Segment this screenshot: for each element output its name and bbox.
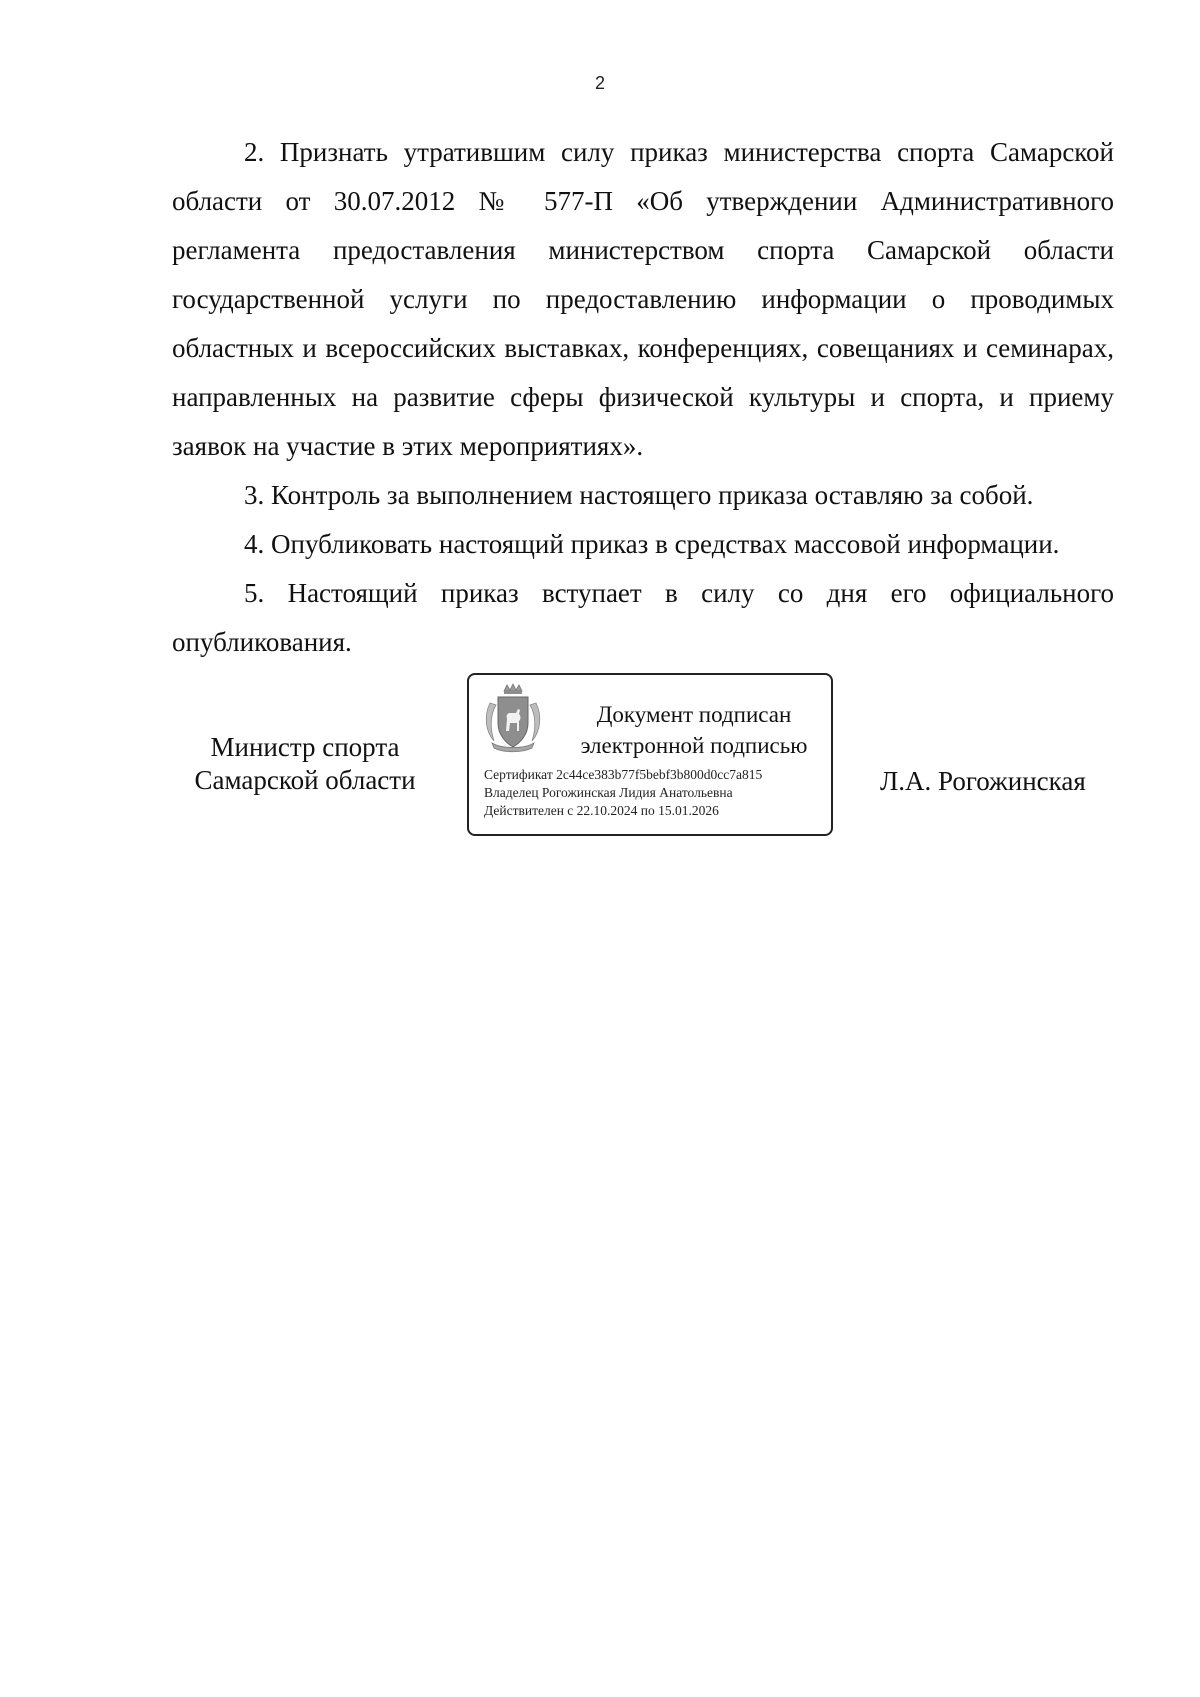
stamp-title bbox=[559, 699, 829, 761]
signer-position-line-1: Министр спорта bbox=[210, 732, 400, 762]
certificate-validity: Действителен с 22.10.2024 по 15.01.2026 bbox=[484, 803, 719, 818]
certificate-number: Сертификат 2c44ce383b77f5bebf3b800d0cc7a815 bbox=[484, 767, 763, 782]
coat-of-arms-icon bbox=[482, 683, 544, 753]
paragraph-2: 2. Признать утратившим силу приказ министерства спорта Самарской области от 30.07.2012 № 577-П «Об утверждении Административного регламента предоставления министерством спорта Самарской области государственной услуги по предоставлению информации о проводимых областных и всероссийских выставках, конференциях, совещаниях и семинарах, направленных на развитие сферы физической культуры и спорта, и приему заявок на участие в этих мероприятиях». bbox=[172, 137, 1114, 461]
signer-name: Л.А. Рогожинская bbox=[880, 766, 1086, 796]
document-body bbox=[172, 128, 1114, 667]
signer-position bbox=[180, 731, 430, 797]
certificate-owner: Владелец Рогожинская Лидия Анатольевна bbox=[484, 785, 733, 800]
electronic-signature-stamp bbox=[467, 673, 833, 836]
page-number: 2 bbox=[594, 73, 605, 93]
paragraph-5: 5. Настоящий приказ вступает в силу со дня его официального опубликования. bbox=[172, 578, 1114, 657]
paragraph-4: 4. Опубликовать настоящий приказ в средствах массовой информации. bbox=[244, 529, 1060, 559]
stamp-title-line-1: Документ подписан bbox=[596, 702, 792, 727]
paragraph-3: 3. Контроль за выполнением настоящего приказа оставляю за собой. bbox=[244, 480, 1034, 510]
stamp-details bbox=[484, 766, 829, 820]
signer-position-line-2: Самарской области bbox=[194, 765, 416, 795]
stamp-title-line-2: электронной подписью bbox=[580, 733, 808, 758]
